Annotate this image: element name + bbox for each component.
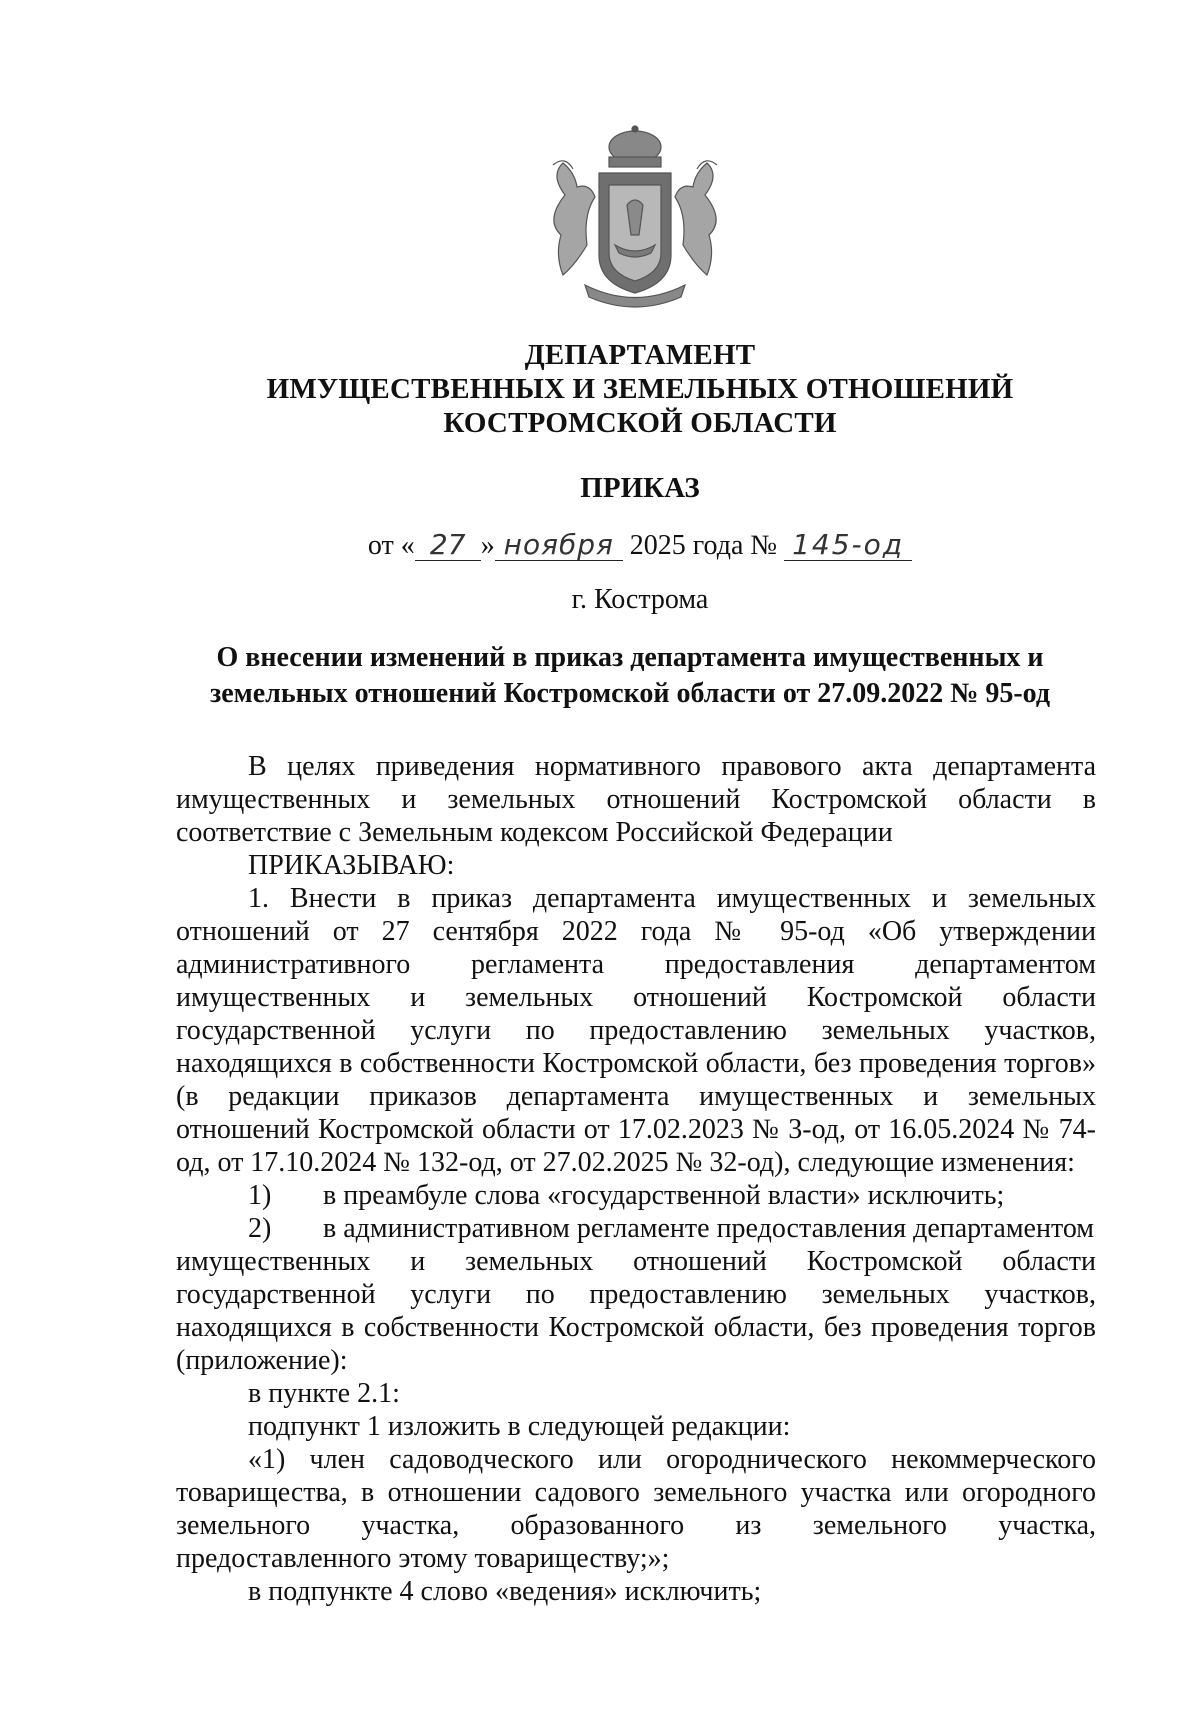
handwritten-month: ноября	[495, 530, 623, 561]
point-2-1-paragraph: в пункте 2.1:	[248, 1378, 400, 1409]
subitem-2-number: 2)	[248, 1213, 272, 1244]
subitem-1-number: 1)	[248, 1180, 272, 1211]
subject-line-2: земельных отношений Костромской области от 27.09.2022 № 95-од	[209, 678, 1051, 709]
department-line-1: ДЕПАРТАМЕНТ	[524, 339, 756, 371]
handwritten-order-number: 145-од	[784, 530, 912, 561]
order-date-number-line	[100, 526, 1180, 566]
item-1-paragraph: 1. Внести в приказ департамента имущественных и земельных отношений от 27 сентября 2022 года № 95-од «Об утверждении административного регламента предоставления департаментом имущественных и земельных отношений Костромской области государственной услуги по предоставлению земельных участков, находящихся в собственности Костромской области, без проведения торгов» (в редакции приказов департамента имущественных и земельных отношений Костромской области от 17.02.2023 № 3-од, от 16.05.2024 № 74-од, от 17.10.2024 № 132-од, от 27.02.2025 № 32-од), следующие изменения:	[176, 883, 1096, 1178]
subitem-2	[176, 1212, 1096, 1245]
date-quote-close: »	[480, 530, 495, 561]
handwritten-day: 27	[415, 530, 481, 561]
subpoint-4-paragraph: в подпункте 4 слово «ведения» исключить;	[248, 1576, 762, 1607]
order-body	[176, 750, 1096, 1608]
date-prefix: от «	[367, 530, 415, 561]
order-word: ПРИКАЗЫВАЮ:	[248, 850, 455, 881]
subitem-1	[176, 1179, 1096, 1212]
department-line-2: ИМУЩЕСТВЕННЫХ И ЗЕМЕЛЬНЫХ ОТНОШЕНИЙ	[266, 373, 1014, 405]
year-text: 2025 года №	[629, 530, 778, 561]
preamble-paragraph: В целях приведения нормативного правового акта департамента имущественных и земельных отношений Костромской области в соответствие с Земельным кодексом Российской Федерации	[176, 751, 1096, 848]
subitem-1-text: в преамбуле слова «государственной власти» исключить;	[323, 1180, 1005, 1211]
subject-line-1: О внесении изменений в приказ департамента имущественных и	[216, 642, 1044, 673]
department-line-3: КОСТРОМСКОЙ ОБЛАСТИ	[443, 407, 837, 439]
subpoint-1-paragraph: подпункт 1 изложить в следующей редакции:	[248, 1411, 791, 1442]
subitem-2-first-line: в административном регламенте предоставления департаментом	[323, 1213, 1094, 1244]
quoted-text-paragraph: «1) член садоводческого или огороднического некоммерческого товарищества, в отношении садового земельного участка или огородного земельного участка, образованного из земельного участка, предоставленного этому товариществу;»;	[176, 1444, 1096, 1574]
document-type: ПРИКАЗ	[580, 472, 700, 504]
subitem-2-continuation: имущественных и земельных отношений Костромской области государственной услуги по предоставлению земельных участков, находящихся в собственности Костромской области, без проведения торгов (приложение):	[176, 1246, 1096, 1376]
coat-of-arms-icon	[535, 125, 735, 310]
department-name	[100, 338, 1180, 440]
order-subject	[160, 640, 1100, 712]
city: г. Кострома	[571, 584, 709, 615]
